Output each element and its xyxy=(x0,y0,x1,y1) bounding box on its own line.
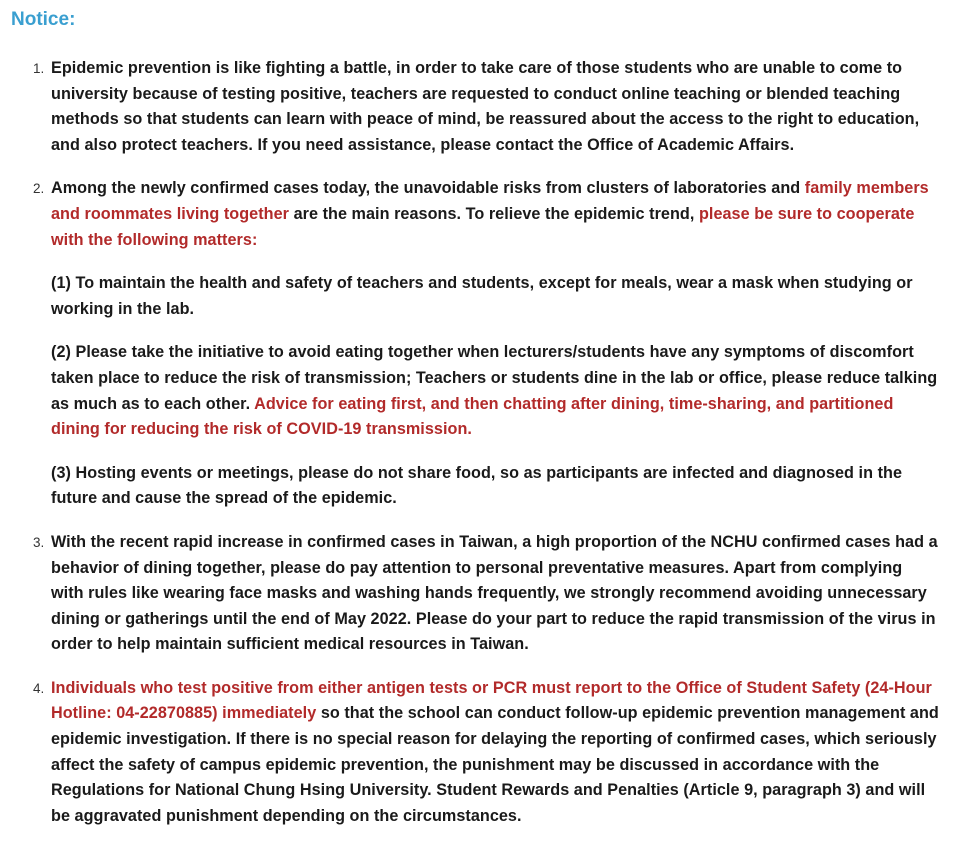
item-2-subpoint-3: (3) Hosting events or meetings, please do not share food, so as participants are infected and diagnosed in the future and cause the spread of the epidemic. xyxy=(51,463,903,508)
notice-item-4 xyxy=(0,676,959,830)
item-2-subpoint-2-highlight: Advice for eating first, and then chatting after dining, time-sharing, and partitioned dining for reducing the risk of COVID-19 transmission. xyxy=(51,394,894,439)
item-number: 4. xyxy=(33,680,45,696)
notice-item-3 xyxy=(0,530,959,658)
notice-item-2 xyxy=(0,176,959,512)
item-4-text xyxy=(51,676,939,830)
notice-heading: Notice: xyxy=(11,9,76,30)
item-number: 1. xyxy=(33,61,45,76)
item-2-subpoint-1: (1) To maintain the health and safety of teachers and students, except for meals, wear a mask when studying or working in the lab. xyxy=(51,274,913,318)
item-4-highlight-report: Individuals who test positive from either antigen tests or PCR must report to the Office of Student Safety (24-Hour Hotline: 04-22870885) immediately xyxy=(51,678,932,723)
item-2-intro-text-b: are the main reasons. To relieve the epidemic trend, xyxy=(289,204,699,223)
item-number: 3. xyxy=(33,534,45,550)
notice-list xyxy=(0,56,959,847)
item-3-text: With the recent rapid increase in confirmed cases in Taiwan, a high proportion of the NCHU confirmed cases had a behavior of dining together, please do pay attention to personal preventative measures. Apart from complying with rules like wearing face masks and washing hands frequently, we strongly recommend avoiding unnecessary dining or gatherings until the end of May 2022. Please do your part to reduce the rapid transmission of the virus in order to help maintain sufficient medical resources in Taiwan. xyxy=(51,532,938,654)
item-2-intro-text-a: Among the newly confirmed cases today, the unavoidable risks from clusters of laboratories and xyxy=(51,179,805,198)
item-2-highlight-family: family members and roommates living together xyxy=(51,179,929,223)
item-1-text: Epidemic prevention is like fighting a battle, in order to take care of those students who are unable to come to university because of testing positive, teachers are requested to conduct online teaching or blended teaching methods so that students can learn with peace of mind, be reassured about the access to the right to education, and also protect teachers. If you need assistance, please contact the Office of Academic Affairs. xyxy=(51,59,920,154)
item-2-subpoint-2 xyxy=(51,340,939,442)
item-2-highlight-cooperate: please be sure to cooperate with the following matters: xyxy=(51,204,915,249)
notice-item-1 xyxy=(0,56,959,158)
item-2-intro xyxy=(51,176,939,253)
item-number: 2. xyxy=(33,181,45,197)
item-4-body: so that the school can conduct follow-up epidemic prevention management and epidemic investigation. If there is no special reason for delaying the reporting of confirmed cases, which seriously affect the safety of campus epidemic prevention, the punishment may be discussed in accordance with the Regulations for National Chung Hsing University. Student Rewards and Penalties (Article 9, paragraph 3) and will be aggravated punishment depending on the circumstances. xyxy=(51,704,939,825)
item-2-subpoint-2-text: (2) Please take the initiative to avoid eating together when lecturers/students have any symptoms of discomfort taken place to reduce the risk of transmission; Teachers or students dine in the lab or office, please reduce talking as much as to each other. xyxy=(51,343,938,413)
